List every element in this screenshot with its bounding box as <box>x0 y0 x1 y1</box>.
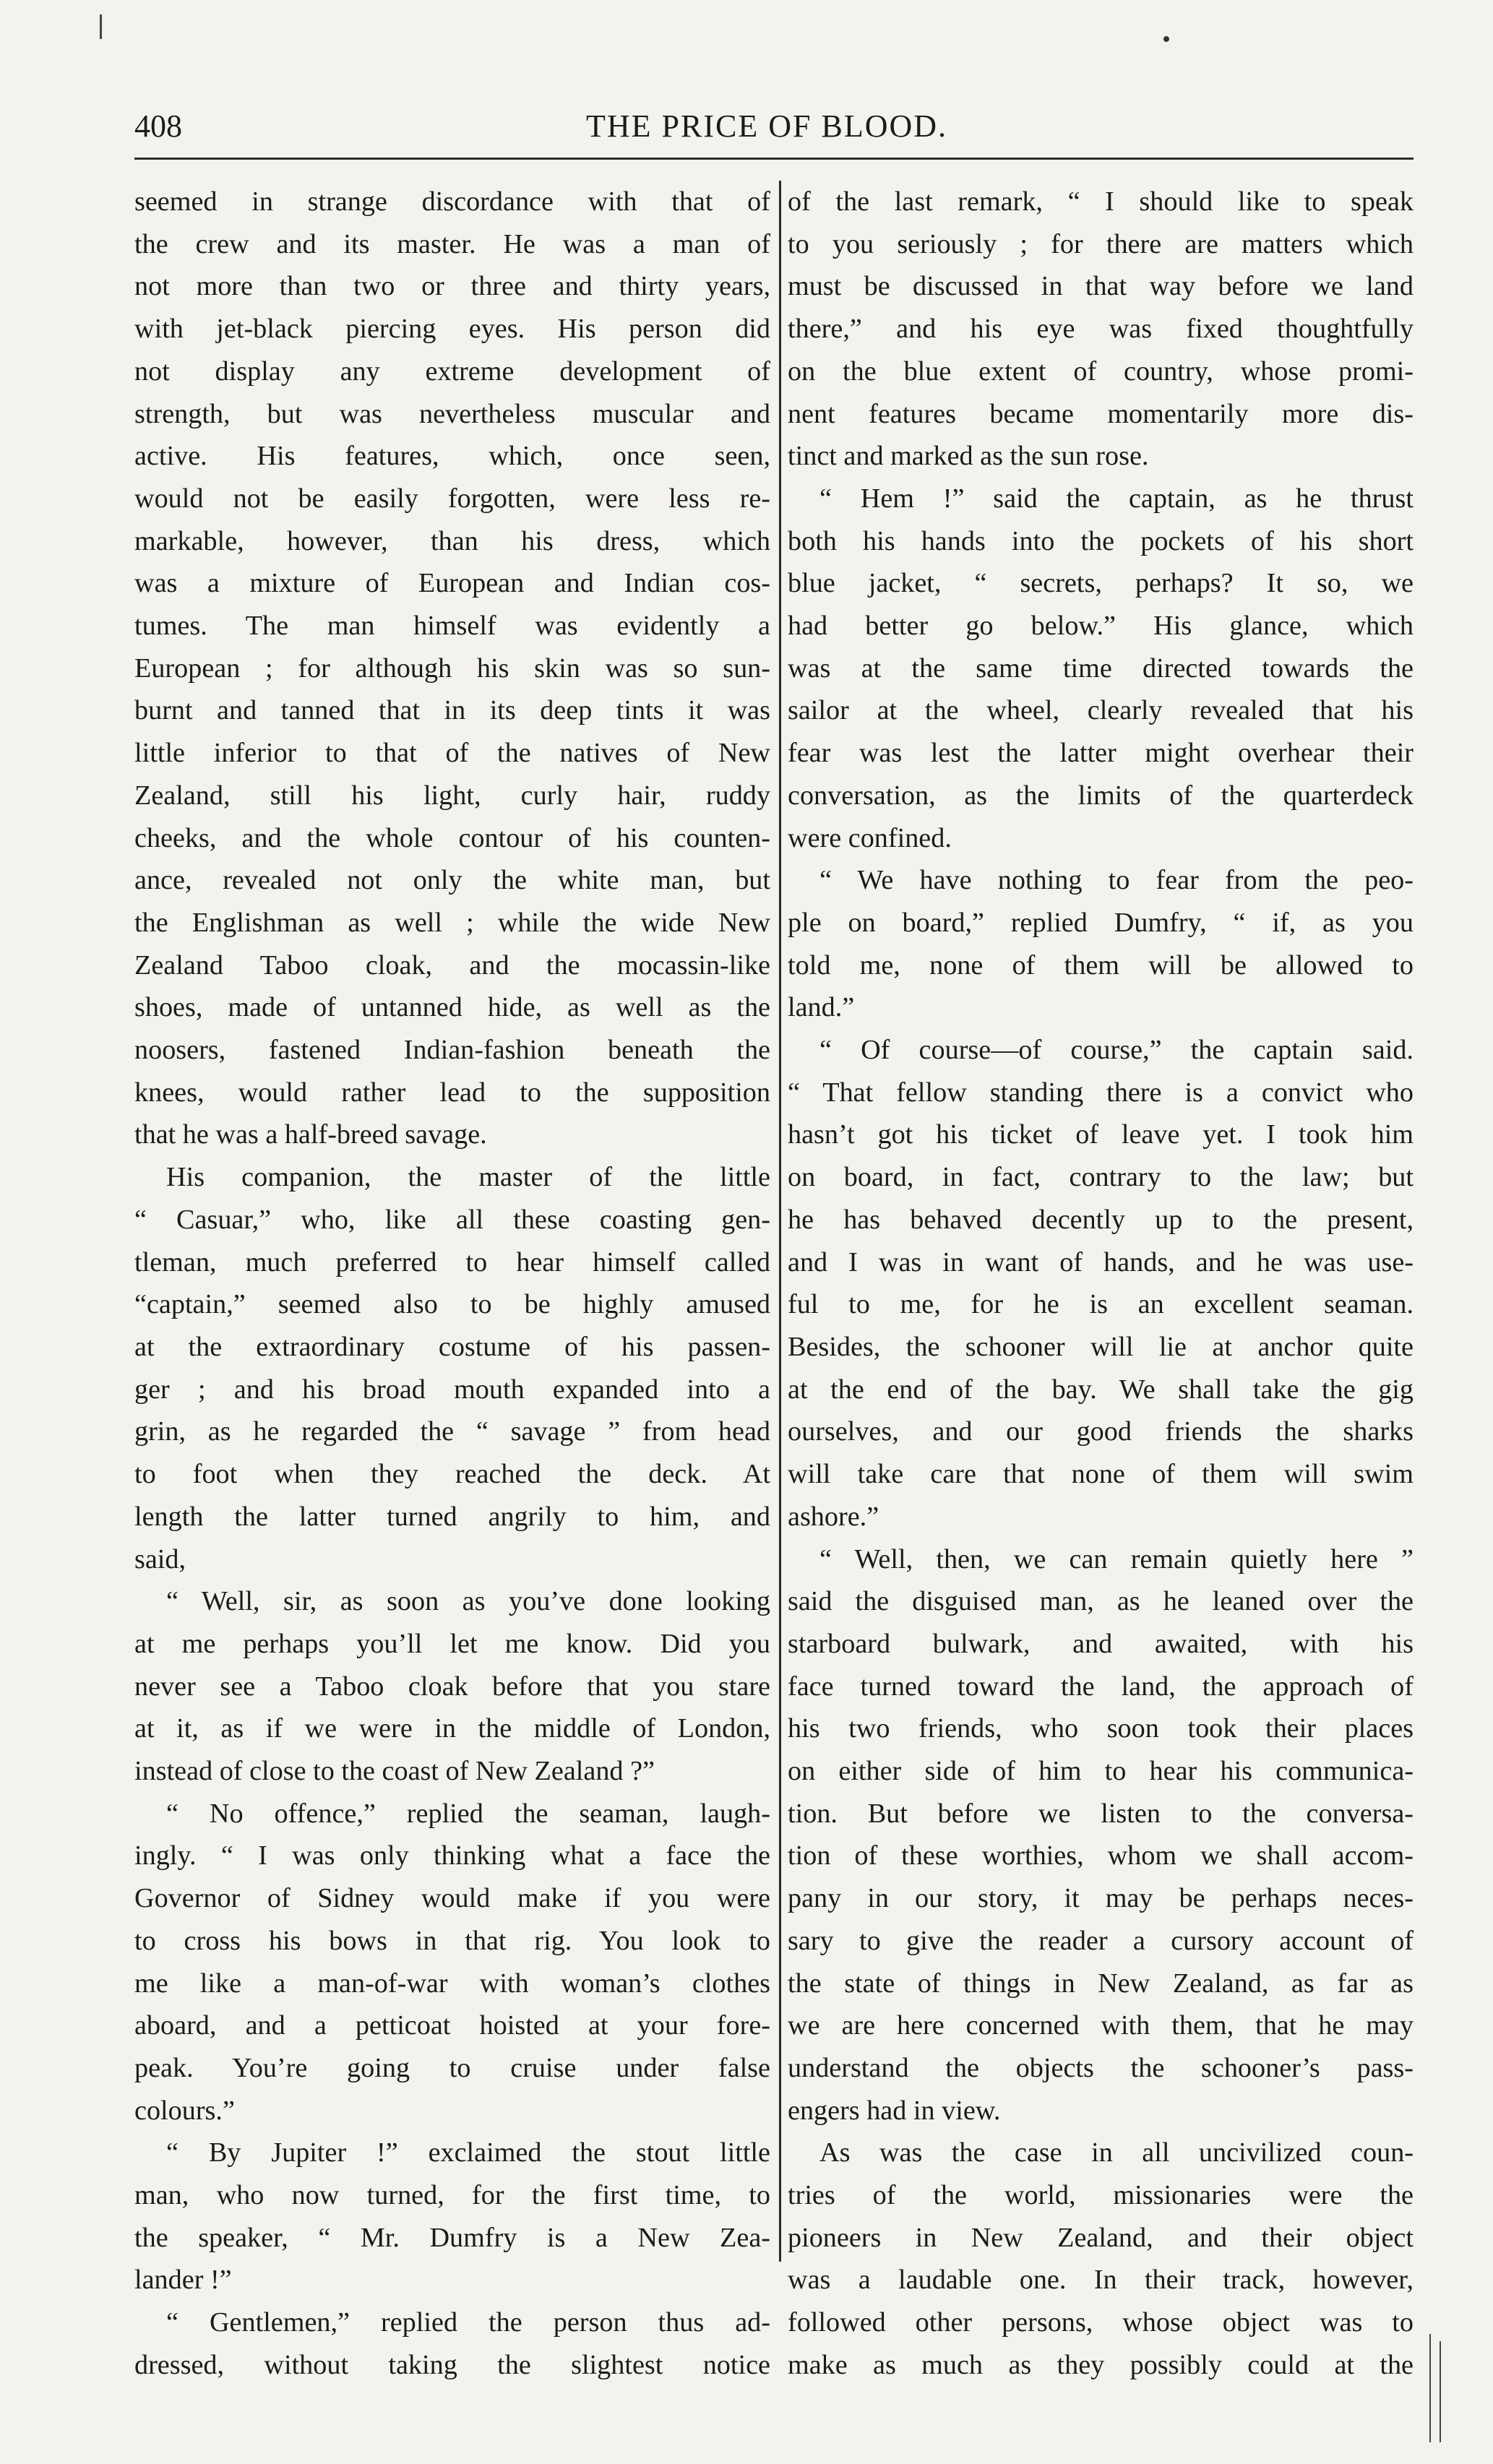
right-column-line: tion of these worthies, whom we shall accom- <box>788 1840 1414 1871</box>
left-column-line: shoes, made of untanned hide, as well as the <box>134 992 770 1023</box>
left-column-line: tumes. The man himself was evidently a <box>134 611 770 642</box>
left-column-line: lander !” <box>134 2265 232 2296</box>
ink-speck <box>1163 36 1169 42</box>
margin-mark <box>100 14 102 39</box>
right-column-line: his two friends, who soon took their places <box>788 1713 1414 1744</box>
left-column-line: not more than two or three and thirty years, <box>134 271 770 302</box>
right-column-line: on either side of him to hear his communica- <box>788 1756 1414 1787</box>
right-column-line: “ Of course—of course,” the captain said. <box>819 1035 1414 1066</box>
right-column-line: both his hands into the pockets of his short <box>788 525 1414 556</box>
right-column-line: at the end of the bay. We shall take the gig <box>788 1374 1414 1405</box>
left-column-line: knees, would rather lead to the supposition <box>134 1077 770 1108</box>
page-number: 408 <box>134 108 182 144</box>
right-column-line: ple on board,” replied Dumfry, “ if, as you <box>788 907 1414 938</box>
left-column-line: the speaker, “ Mr. Dumfry is a New Zea- <box>134 2222 770 2253</box>
right-column-line: tion. But before we listen to the conversa- <box>788 1798 1414 1829</box>
left-column-line: seemed in strange discordance with that of <box>134 186 770 217</box>
right-column-line: conversation, as the limits of the quarterdeck <box>788 780 1414 811</box>
left-column-line: was a mixture of European and Indian cos- <box>134 568 770 599</box>
left-column-line: cheeks, and the whole contour of his counten- <box>134 822 770 853</box>
right-column-line: ful to me, for he is an excellent seaman. <box>788 1289 1414 1320</box>
left-column-line: “ Well, sir, as soon as you’ve done looking <box>166 1586 770 1617</box>
right-column-line: land.” <box>788 992 855 1023</box>
right-column-line: followed other persons, whose object was to <box>788 2307 1414 2338</box>
right-column-line: there,” and his eye was fixed thoughtfully <box>788 314 1414 345</box>
right-column-line: As was the case in all uncivilized coun- <box>819 2137 1414 2168</box>
left-column-line: European ; for although his skin was so sun- <box>134 652 770 684</box>
left-column-line: to foot when they reached the deck. At <box>134 1459 770 1490</box>
right-column-line: he has behaved decently up to the present, <box>788 1204 1414 1235</box>
left-column-line: markable, however, than his dress, which <box>134 525 770 556</box>
right-column-line: tries of the world, missionaries were the <box>788 2180 1414 2211</box>
left-column-line: with jet-black piercing eyes. His person did <box>134 314 770 345</box>
left-column-line: noosers, fastened Indian-fashion beneath the <box>134 1035 770 1066</box>
left-column-line: Zealand Taboo cloak, and the mocassin-like <box>134 949 770 981</box>
left-column-line: little inferior to that of the natives of New <box>134 738 770 769</box>
right-column-line: “ Well, then, we can remain quietly here ” <box>819 1543 1414 1575</box>
right-column-line: make as much as they possibly could at the <box>788 2349 1414 2380</box>
right-column-line: and I was in want of hands, and he was use- <box>788 1246 1414 1278</box>
right-column-line: ourselves, and our good friends the sharks <box>788 1416 1414 1447</box>
right-column-line: on board, in fact, contrary to the law; but <box>788 1162 1414 1193</box>
right-column-line: to you seriously ; for there are matters which <box>788 228 1414 259</box>
left-column-line: tleman, much preferred to hear himself called <box>134 1246 770 1278</box>
right-column-line: ashore.” <box>788 1501 879 1532</box>
left-column-line: Governor of Sidney would make if you were <box>134 1883 770 1914</box>
right-column-line: sary to give the reader a cursory account of <box>788 1925 1414 1956</box>
right-column-line: “ That fellow standing there is a convict who <box>788 1077 1414 1108</box>
left-column-line: to cross his bows in that rig. You look to <box>134 1925 770 1956</box>
right-column-line: were confined. <box>788 822 952 853</box>
right-column-line: Besides, the schooner will lie at anchor quite <box>788 1331 1414 1362</box>
left-column-line: ingly. “ I was only thinking what a face the <box>134 1840 770 1871</box>
right-column-line: fear was lest the latter might overhear their <box>788 738 1414 769</box>
left-column-line: “ By Jupiter !” exclaimed the stout little <box>166 2137 770 2168</box>
right-column-line: on the blue extent of country, whose promi- <box>788 356 1414 387</box>
left-column-line: ance, revealed not only the white man, but <box>134 865 770 896</box>
right-column-line: “ Hem !” said the captain, as he thrust <box>819 483 1414 514</box>
right-column-line: face turned toward the land, the approach of <box>788 1671 1414 1702</box>
right-column-line: sailor at the wheel, clearly revealed that his <box>788 695 1414 726</box>
left-column-line: active. His features, which, once seen, <box>134 441 770 472</box>
running-title: THE PRICE OF BLOOD. <box>586 108 948 144</box>
left-column-line: not display any extreme development of <box>134 356 770 387</box>
page-header <box>134 108 1414 159</box>
left-column-line: dressed, without taking the slightest notice <box>134 2349 770 2380</box>
right-column-line: the state of things in New Zealand, as far as <box>788 1968 1414 1999</box>
left-column-line: peak. You’re going to cruise under false <box>134 2052 770 2083</box>
margin-mark <box>1429 2334 1431 2442</box>
right-column-line: blue jacket, “ secrets, perhaps? It so, we <box>788 568 1414 599</box>
left-column-line: would not be easily forgotten, were less re- <box>134 483 770 514</box>
left-column-line: His companion, the master of the little <box>166 1162 770 1193</box>
header-rule <box>134 158 1414 160</box>
right-column-line: was a laudable one. In their track, however, <box>788 2265 1414 2296</box>
right-column-line: tinct and marked as the sun rose. <box>788 441 1149 472</box>
left-column-line: length the latter turned angrily to him, and <box>134 1501 770 1532</box>
right-column-line: pany in our story, it may be perhaps neces- <box>788 1883 1414 1914</box>
right-column-line: said the disguised man, as he leaned over the <box>788 1586 1414 1617</box>
right-column-line: we are here concerned with them, that he may <box>788 2010 1414 2041</box>
right-column-line: starboard bulwark, and awaited, with his <box>788 1628 1414 1659</box>
right-column-line: understand the objects the schooner’s pass- <box>788 2052 1414 2083</box>
right-column-line: must be discussed in that way before we land <box>788 271 1414 302</box>
right-column-line: pioneers in New Zealand, and their object <box>788 2222 1414 2253</box>
column-divider <box>779 181 781 2262</box>
right-column-line: nent features became momentarily more dis- <box>788 398 1414 429</box>
left-column-line: “captain,” seemed also to be highly amused <box>134 1289 770 1320</box>
left-column-line: colours.” <box>134 2095 235 2126</box>
left-column-line: said, <box>134 1543 186 1575</box>
left-column-line: Zealand, still his light, curly hair, ruddy <box>134 780 770 811</box>
left-column-line: me like a man-of-war with woman’s clothes <box>134 1968 770 1999</box>
right-column <box>788 181 1414 2387</box>
left-column-line: the Englishman as well ; while the wide New <box>134 907 770 938</box>
right-column-line: “ We have nothing to fear from the peo- <box>819 865 1414 896</box>
right-column-line: will take care that none of them will swim <box>788 1459 1414 1490</box>
left-column-line: strength, but was nevertheless muscular and <box>134 398 770 429</box>
left-column-line: aboard, and a petticoat hoisted at your fore- <box>134 2010 770 2041</box>
left-column-line: burnt and tanned that in its deep tints it was <box>134 695 770 726</box>
left-column-line: “ Gentlemen,” replied the person thus ad- <box>166 2307 770 2338</box>
right-column-line: had better go below.” His glance, which <box>788 611 1414 642</box>
left-column-line: at me perhaps you’ll let me know. Did you <box>134 1628 770 1659</box>
left-column-line: ger ; and his broad mouth expanded into a <box>134 1374 770 1405</box>
left-column-line: the crew and its master. He was a man of <box>134 228 770 259</box>
left-column-line: “ Casuar,” who, like all these coasting gen- <box>134 1204 770 1235</box>
left-column-line: at it, as if we were in the middle of London, <box>134 1713 770 1744</box>
right-column-line: engers had in view. <box>788 2095 1001 2126</box>
left-column-line: at the extraordinary costume of his passen- <box>134 1331 770 1362</box>
left-column-line: instead of close to the coast of New Zealand ?” <box>134 1756 655 1787</box>
left-column-line: never see a Taboo cloak before that you stare <box>134 1671 770 1702</box>
right-column-line: told me, none of them will be allowed to <box>788 949 1414 981</box>
right-column-line: was at the same time directed towards the <box>788 652 1414 684</box>
left-column <box>134 181 770 2387</box>
margin-mark <box>1440 2341 1441 2442</box>
left-column-line: “ No offence,” replied the seaman, laugh- <box>166 1798 770 1829</box>
right-column-line: hasn’t got his ticket of leave yet. I took him <box>788 1119 1414 1150</box>
right-column-line: of the last remark, “ I should like to speak <box>788 186 1414 217</box>
left-column-line: grin, as he regarded the “ savage ” from head <box>134 1416 770 1447</box>
left-column-line: man, who now turned, for the first time, to <box>134 2180 770 2211</box>
left-column-line: that he was a half-breed savage. <box>134 1119 487 1150</box>
